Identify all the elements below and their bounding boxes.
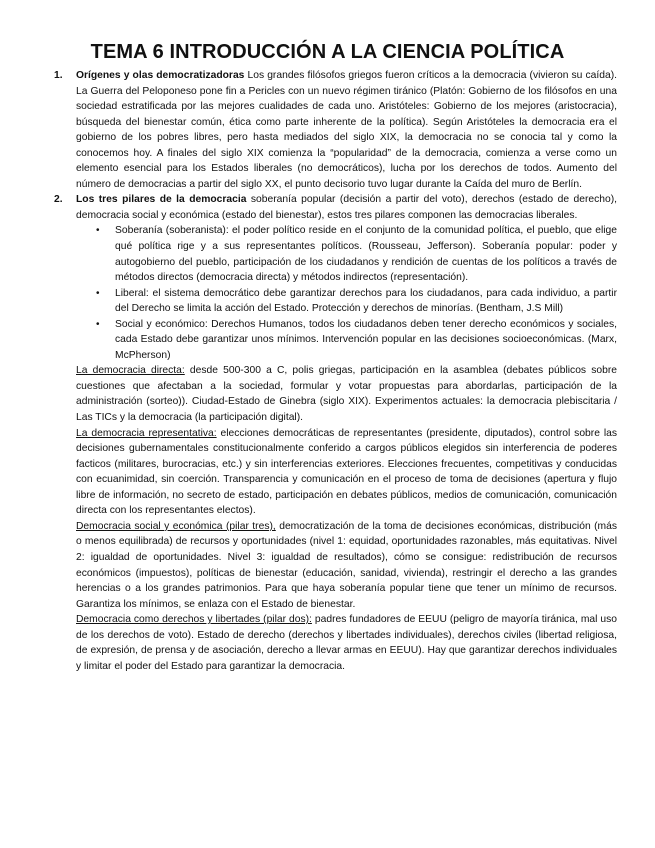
bullet-icon: • xyxy=(96,318,100,330)
paragraph-text: elecciones democráticas de representantes (presidente, diputados), control sobre las decisiones gubernamentales constitucionalmente conferido a cargos públicos elegidos sin interferencia de poderes facticos (militares, burocracias, etc.) y sin interferencias exteriores. Elecciones frecuentes, competitivas y conducidas con ecuanimidad, sin coerción. Transparencia y comunicación en el proceso de toma de decisiones (apertura y flujo libre de información, no secreto de estado, participación en debates públicos, medios de comunicación, comunicación directa con los representantes electos). xyxy=(76,427,617,517)
section-origenes xyxy=(54,68,617,192)
paragraph-text: padres fundadores de EEUU (peligro de mayoría tiránica, mal uso de los derechos de voto). Estado de derecho (derechos y libertades individuales), derechos civiles (libertad religiosa, de expresión, de prensa y de asociación, derecho a llevar armas en EEUU). Hay que garantizar derechos individuales y limitar el poder del Estado para garantizar la democracia. xyxy=(76,614,617,672)
paragraph-democracia-social xyxy=(76,519,617,612)
paragraph-democracia-representativa xyxy=(76,426,617,519)
paragraph-heading: La democracia representativa: xyxy=(76,427,217,439)
paragraph-text: democratización de la toma de decisiones económicas, distribución (más o menos equilibrada) de recursos y oportunidades (nivel 1: equidad, oportunidades razonables, más equitativas. Nivel 2: igualdad de oportunidades. Nivel 3: igualdad de resultados), cómo se consigue: redistribución de recursos económicos (impuestos), políticas de bienestar (educación, sanidad, vivienda), restringir el derecho a las grandes herencias o a los grandes patrimonios. Para que haya soberanía popular tiene que tener un mínimo de recursos. Garantiza los mínimos, se enlaza con el Estado de bienestar. xyxy=(76,520,617,610)
paragraph-derechos-libertades xyxy=(76,612,617,674)
list-item xyxy=(76,317,617,364)
list-item-text: Liberal: el sistema democrático debe garantizar derechos para los ciudadanos, para cada individuo, a partir del Derecho se limita la acción del Estado. Protección y derechos de minorías. (Bentham, J.S Mill) xyxy=(115,287,617,315)
section-heading: Orígenes y olas democratizadoras xyxy=(76,70,245,81)
paragraph-heading: Democracia social y económica (pilar tres), xyxy=(76,520,276,532)
paragraph-text: desde 500-300 a C, polis griegas, participación en la asamblea (debates públicos sobre cuestiones que afectaban a la sociedad, formular y votar propuestas para abordarlas, participación de la administración (sorteo)). Ciudad-Estado de Ginebra (siglo XIX). Experimentos actuales: la democracia plebiscitaria / Las TICs y la democracia (la participación digital). xyxy=(76,365,617,424)
pilares-list xyxy=(76,223,617,363)
bullet-icon: • xyxy=(96,225,100,237)
list-item-text: Soberanía (soberanista): el poder político reside en el conjunto de la comunidad política, el pueblo, que elige qué política rige y a sus representantes políticos. (Rousseau, Jefferson). Soberanía popular: poder y autogobierno del pueblo, participación de los ciudadanos y rendición de cuentas de los políticos a través de métodos directos (democracia directa) y métodos indirectos (representación). xyxy=(115,225,617,284)
section-text: soberanía popular (decisión a partir del voto), derechos (estado de derecho), democracia social y económica (estado del bienestar), estos tres pilares componen las democracias liberales. xyxy=(76,194,617,221)
document-body xyxy=(54,68,617,674)
paragraph-democracia-directa xyxy=(76,363,617,425)
section-number: 2. xyxy=(54,194,63,206)
list-item-text: Social y económico: Derechos Humanos, todos los ciudadanos deben tener derecho económicos y sociales, cada Estado debe garantizar unos mínimos. Intervención popular en las decisiones socioeconómicas. (Marx, McPherson) xyxy=(115,318,617,361)
paragraph-heading: La democracia directa: xyxy=(76,365,185,377)
bullet-icon: • xyxy=(96,287,100,299)
section-pilares xyxy=(54,192,617,223)
section-text: Los grandes filósofos griegos fueron críticos a la democracia (vivieron su caída). La Guerra del Peloponeso pone fin a Pericles con un nuevo régimen tiránico (Platón: Gobierno de los filósofos en una sociedad estratificada por las mejores cualidades de cada uno. Aristóteles: Gobierno de los mejores (aristocracia), búsqueda del bienestar común, ética como parte inherente de la política). Según Aristóteles la democracia era el gobierno de los pobres libres, pero hasta mediados del siglo XIX, la democracia no se conocia tal y como la conocemos hoy. A finales del siglo XIX comienza la “popularidad” de la democracia, comienza a verse como un elemento esencial para los Estados liberales (no democráticos), lucha por los derechos de todos. Aumento del número de democracias a partir del siglo XX, el punto decisorio tuvo lugar durante la Caída del muro de Berlín. xyxy=(76,70,617,190)
section-heading: Los tres pilares de la democracia xyxy=(76,194,247,206)
list-item xyxy=(76,223,617,285)
list-item xyxy=(76,286,617,317)
section-number: 1. xyxy=(54,70,63,81)
paragraph-heading: Democracia como derechos y libertades (pilar dos): xyxy=(76,614,312,626)
page-title: TEMA 6 INTRODUCCIÓN A LA CIENCIA POLÍTICA xyxy=(90,41,565,63)
